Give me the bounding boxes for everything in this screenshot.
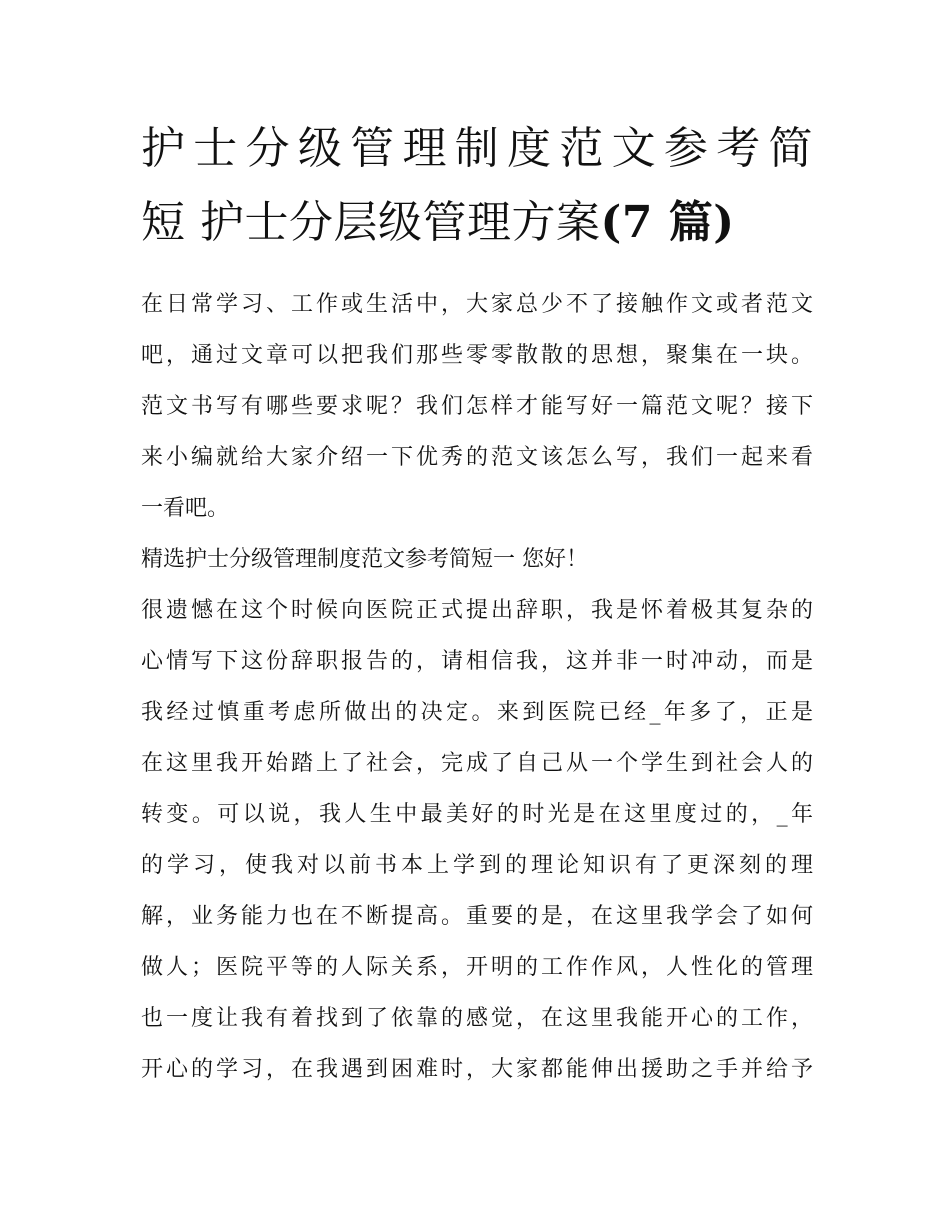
letter-line: 转变。可以说，我人生中最美好的时光是在这里度过的，_年 [141, 802, 813, 827]
letter-line: 也一度让我有着找到了依靠的感觉，在这里我能开心的工作， [141, 1006, 813, 1031]
title-line-2 [141, 186, 813, 260]
intro-line: 范文书写有哪些要求呢？我们怎样才能写好一篇范文呢？接下 [141, 394, 813, 419]
title-line-2-prefix: 短 护士分层级管理方案 [141, 197, 601, 248]
letter-line: 做人；医院平等的人际关系，开明的工作作风，人性化的管理 [141, 955, 813, 980]
intro-line: 吧，通过文章可以把我们那些零零散散的思想，聚集在一块。 [141, 343, 813, 368]
letter-line: 解，业务能力也在不断提高。重要的是，在这里我学会了如何 [141, 904, 813, 929]
section-heading [141, 534, 813, 585]
intro-paragraph [141, 279, 813, 534]
section-heading-text: 精选护士分级管理制度范文参考简短一 您好！ [141, 547, 588, 572]
letter-paragraph [141, 585, 813, 1095]
document-title [141, 112, 813, 260]
intro-line: 在日常学习、工作或生活中，大家总少不了接触作文或者范文 [141, 292, 813, 317]
intro-line: 一看吧。 [141, 496, 230, 521]
letter-line: 的学习，使我对以前书本上学到的理论知识有了更深刻的理 [141, 853, 813, 878]
title-line-1: 护士分级管理制度范文参考简 [141, 123, 813, 174]
letter-line: 心情写下这份辞职报告的，请相信我，这并非一时冲动，而是 [141, 649, 813, 674]
letter-line: 开心的学习，在我遇到困难时，大家都能伸出援助之手并给予 [141, 1057, 813, 1082]
letter-line: 在这里我开始踏上了社会，完成了自己从一个学生到社会人的 [141, 751, 813, 776]
title-line-2-suffix: (7 篇) [600, 197, 735, 248]
letter-line: 我经过慎重考虑所做出的决定。来到医院已经_年多了，正是 [141, 700, 813, 725]
intro-line: 来小编就给大家介绍一下优秀的范文该怎么写，我们一起来看 [141, 445, 813, 470]
document-content [141, 112, 813, 1095]
letter-line: 很遗憾在这个时候向医院正式提出辞职，我是怀着极其复杂的 [141, 598, 813, 623]
